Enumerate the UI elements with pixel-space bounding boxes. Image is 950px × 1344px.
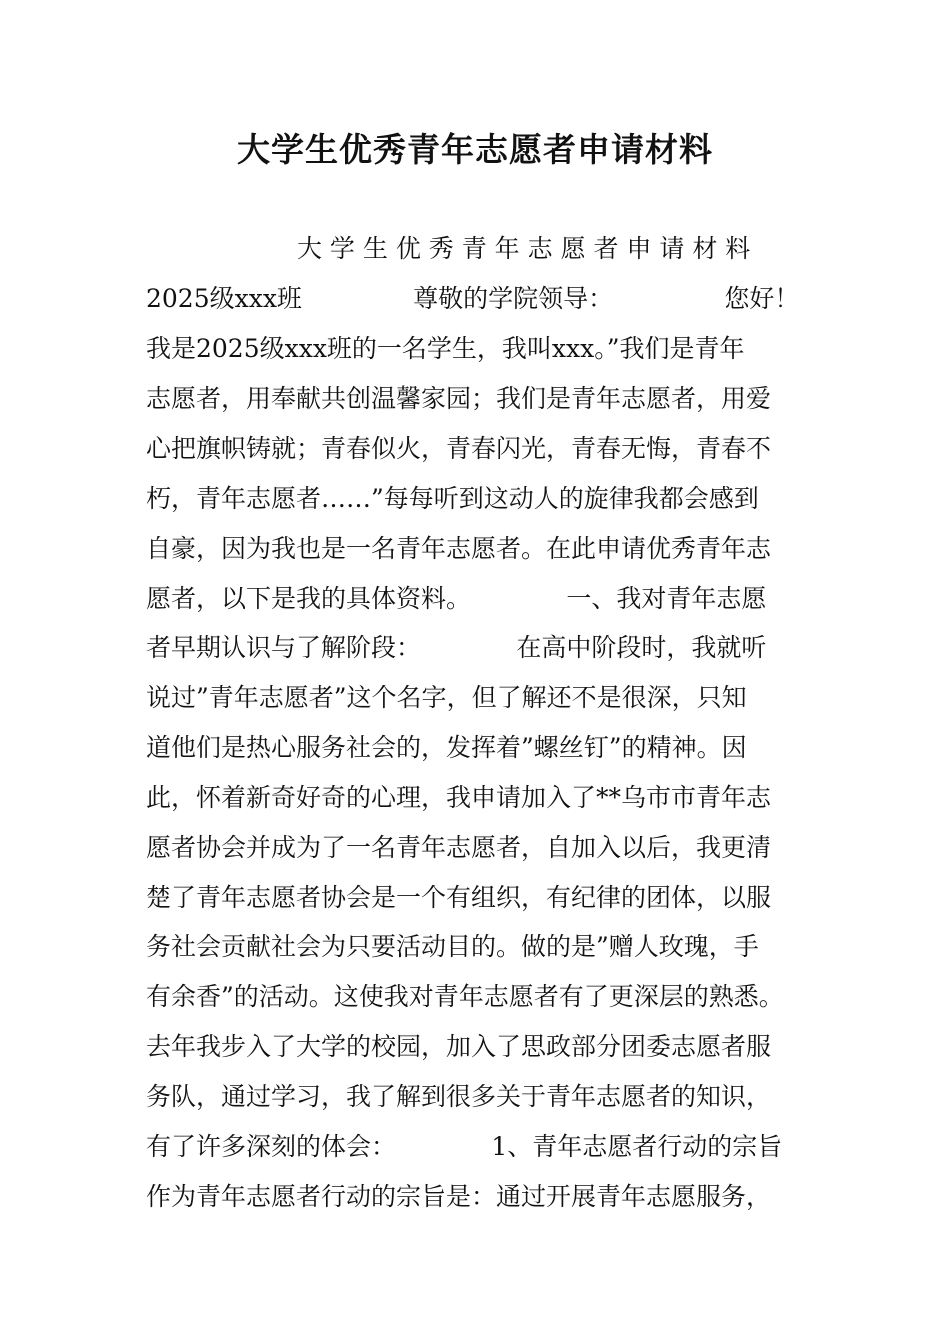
body-line: 志愿者，用奉献共创温馨家园；我们是青年志愿者，用爱 <box>146 384 772 413</box>
body-line: 大 学 生 优 秀 青 年 志 愿 者 申 请 材 料 <box>146 234 751 263</box>
body-line: 说过”青年志愿者”这个名字，但了解还不是很深，只知 <box>146 683 747 712</box>
body-line: 愿者，以下是我的具体资料。 一、我对青年志愿 <box>146 584 767 613</box>
body-line: 2025级xxx班 尊敬的学院领导： 您好！ <box>146 284 800 313</box>
body-line: 者早期认识与了解阶段： 在高中阶段时，我就听 <box>146 633 767 662</box>
body-line: 愿者协会并成为了一名青年志愿者，自加入以后，我更清 <box>146 833 772 862</box>
body-line: 心把旗帜铸就；青春似火，青春闪光，青春无悔，青春不 <box>146 434 772 463</box>
body-line: 我是2025级xxx班的一名学生，我叫xxx。”我们是青年 <box>146 334 745 363</box>
body-line: 自豪，因为我也是一名青年志愿者。在此申请优秀青年志 <box>146 534 772 563</box>
body-line: 有余香”的活动。这使我对青年志愿者有了更深层的熟悉。 <box>146 982 784 1011</box>
body-line: 有了许多深刻的体会： 1、青年志愿者行动的宗旨 <box>146 1132 783 1161</box>
body-line: 务队，通过学习，我了解到很多关于青年志愿者的知识， <box>146 1082 772 1111</box>
body-line: 作为青年志愿者行动的宗旨是：通过开展青年志愿服务， <box>146 1182 772 1211</box>
body-line: 此，怀着新奇好奇的心理，我申请加入了**乌市市青年志 <box>146 783 772 812</box>
body-line: 去年我步入了大学的校园，加入了思政部分团委志愿者服 <box>146 1032 772 1061</box>
body-line: 道他们是热心服务社会的，发挥着”螺丝钉”的精神。因 <box>146 733 747 762</box>
document-title: 大学生优秀青年志愿者申请材料 <box>237 130 713 169</box>
body-line: 楚了青年志愿者协会是一个有组织，有纪律的团体，以服 <box>146 883 772 912</box>
body-line: 务社会贡献社会为只要活动目的。做的是”赠人玫瑰，手 <box>146 932 759 961</box>
body-line: 朽，青年志愿者……”每每听到这动人的旋律我都会感到 <box>146 484 759 513</box>
